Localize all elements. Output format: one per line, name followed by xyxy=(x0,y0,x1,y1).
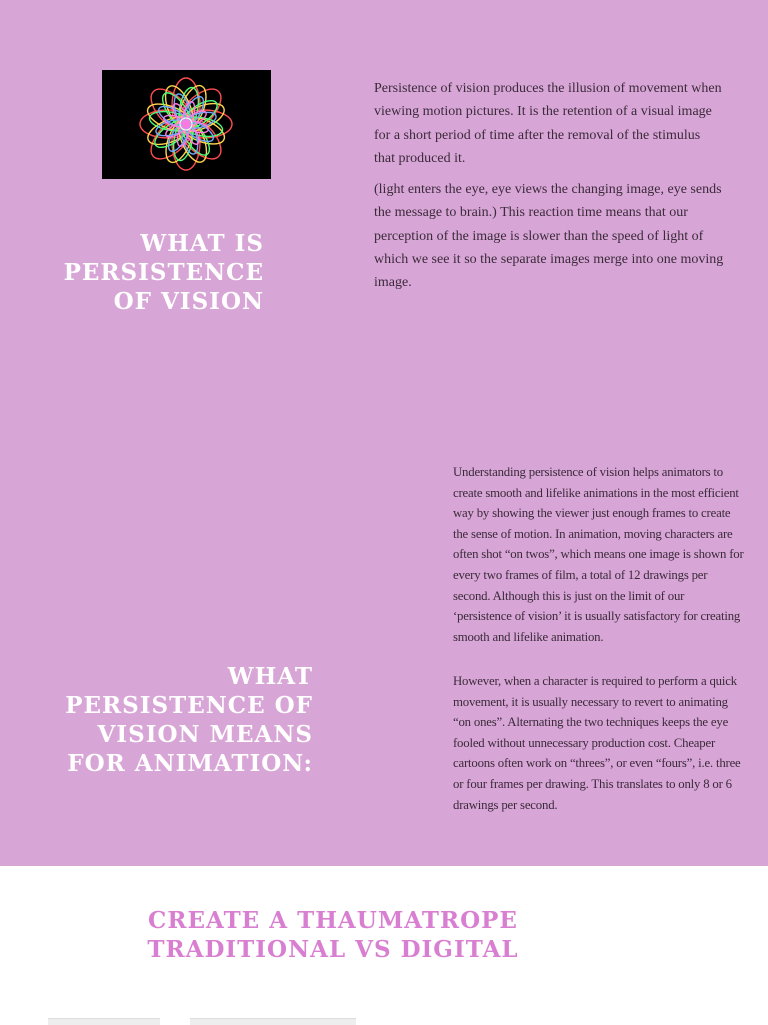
animation-paragraph-2: However, when a character is required to perform a quick movement, it is usually necessary to revert to animating “on ones”. Alternating the two techniques keeps the eye fooled without unnecessary production cost. Cheaper cartoons often work on “threes”, or even “fours”, i.e. three or four frames per drawing. This translates to only 8 or 6 drawings per second. xyxy=(453,674,741,812)
section-heading-animation-meaning: WHAT PERSISTENCE OF VISION MEANS FOR ANIMATION: xyxy=(65,663,313,777)
thaumatrope-heading-line-1: CREATE A THAUMATROPE xyxy=(148,907,518,934)
thaumatrope-heading-line-2: TRADITIONAL VS DIGITAL xyxy=(147,936,519,963)
section-heading-persistence-of-vision: WHAT IS PERSISTENCE OF VISION xyxy=(63,230,264,315)
light-trail-photo xyxy=(102,70,271,179)
light-trail-illustration xyxy=(102,70,271,179)
partial-image-strip xyxy=(40,1016,360,1024)
section-heading-thaumatrope xyxy=(100,906,566,964)
definition-paragraph: Persistence of vision produces the illusion of movement when viewing motion pictures. It is the retention of a visual image for a short period of time after the removal of the stimulus that produced it. xyxy=(374,81,722,166)
explanation-paragraph: (light enters the eye, eye views the changing image, eye sends the message to brain.) This reaction time means that our perception of the image is slower than the speed of light of which we see it so the separate images merge into one moving image. xyxy=(374,182,724,291)
animation-paragraph-1: Understanding persistence of vision helps animators to create smooth and lifelike animations in the most efficient way by showing the viewer just enough frames to create the sense of motion. In animation, moving characters are often shot “on twos”, which means one image is shown for every two frames of film, a total of 12 drawings per second. Although this is just on the limit of our ‘persistence of vision’ it is usually satisfactory for creating smooth and lifelike animation. xyxy=(453,465,744,644)
